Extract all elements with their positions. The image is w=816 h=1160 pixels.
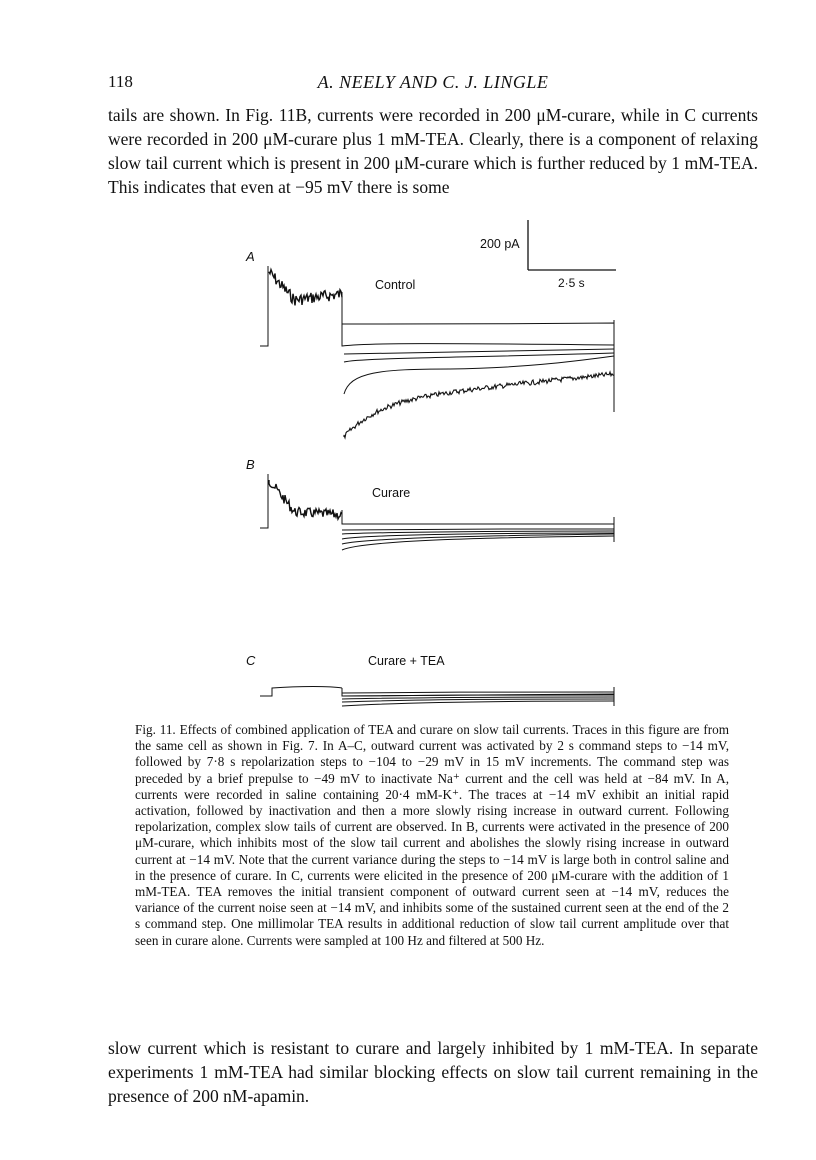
panel-c-tail-2 bbox=[342, 692, 614, 693]
page-header bbox=[108, 72, 758, 100]
panel-a-tail-1 bbox=[342, 292, 614, 330]
scale-bar bbox=[480, 220, 616, 290]
scale-bar-current-label: 200 pA bbox=[480, 237, 520, 251]
panel-a-tail-2 bbox=[342, 324, 614, 346]
panel-b-letter: B bbox=[246, 457, 255, 472]
panel-a-traces bbox=[260, 266, 614, 438]
panel-b-noisy-step bbox=[269, 480, 342, 519]
panel-b-traces bbox=[260, 474, 614, 550]
current-traces-figure bbox=[230, 212, 650, 712]
figure-caption: Fig. 11. Effects of combined application of TEA and curare on slow tail currents. Traces in this figure are from the same cell as shown in Fig. 7. In A–C, outward current was activated by 2 s command steps to −14 mV, followed by 7·8 s repolarization steps to −104 to −29 mV in 15 mV increments. The command step was preceded by a brief prepulse to −49 mV to inactivate Na⁺ current and the cell was held at −84 mV. In A, currents were recorded in saline containing 20·4 mM-K⁺. The traces at −14 mV exhibit an initial rapid activation, followed by inactivation and then a more slowly rising increase in outward current. Following repolarization, complex slow tails of current are observed. In B, currents were activated in the presence of 200 μM-curare, which inhibits most of the slow tail current and abolishes the slowly rising increase in outward current at −14 mV. Note that the current variance during the steps to −14 mV is large both in control saline and in the presence of curare. In C, currents were elicited in the presence of 200 μM-curare with the addition of 1 mM-TEA. TEA removes the initial transient component of outward current seen at −14 mV, reduces the variance of the current noise seen at −14 mV, and inhibits some of the sustained current seen at the end of the 2 s command step. One millimolar TEA results in additional reduction of slow tail current amplitude over that seen in curare alone. Currents were sampled at 100 Hz and filtered at 500 Hz. bbox=[135, 722, 729, 948]
panel-b-holding-step bbox=[260, 474, 268, 528]
panel-c-holding-step bbox=[260, 687, 342, 697]
scale-bar-time-label: 2·5 s bbox=[558, 276, 585, 290]
panel-b-label: Curare bbox=[372, 486, 411, 500]
panel-a-label: Control bbox=[375, 278, 416, 292]
panel-b-tail-2 bbox=[342, 529, 614, 530]
panel-a-tail-3 bbox=[344, 349, 614, 354]
panel-a-holding-step bbox=[260, 266, 268, 346]
running-head: A. NEELY AND C. J. LINGLE bbox=[317, 72, 549, 92]
panel-b-tail-1 bbox=[342, 510, 614, 524]
body-paragraph-bottom: slow current which is resistant to curare and largely inhibited by 1 mM-TEA. In separate experiments 1 mM-TEA had similar blocking effects on slow tail current remaining in the presence of 200 nM-apamin. bbox=[108, 1038, 758, 1106]
panel-a-letter: A bbox=[246, 249, 255, 264]
panel-c-tail-3 bbox=[342, 695, 614, 696]
panel-c-tail-6 bbox=[342, 701, 614, 706]
figure-11 bbox=[230, 212, 650, 712]
page-number: 118 bbox=[108, 72, 133, 91]
panel-a-noisy-step bbox=[269, 270, 342, 306]
body-paragraph-top: tails are shown. In Fig. 11B, currents were recorded in 200 μM-curare, while in C currents were recorded in 200 μM-curare plus 1 mM-TEA. Clearly, there is a component of relaxing slow tail current which is present in 200 μM-curare which is further reduced by 1 mM-TEA. This indicates that even at −95 mV there is some bbox=[108, 105, 758, 197]
panel-c-letter: C bbox=[246, 653, 256, 668]
panel-c-traces bbox=[260, 687, 614, 707]
panel-b-tail-6 bbox=[342, 536, 614, 550]
panel-a-tail-6 bbox=[344, 372, 614, 438]
panel-c-label: Curare + TEA bbox=[368, 654, 445, 668]
